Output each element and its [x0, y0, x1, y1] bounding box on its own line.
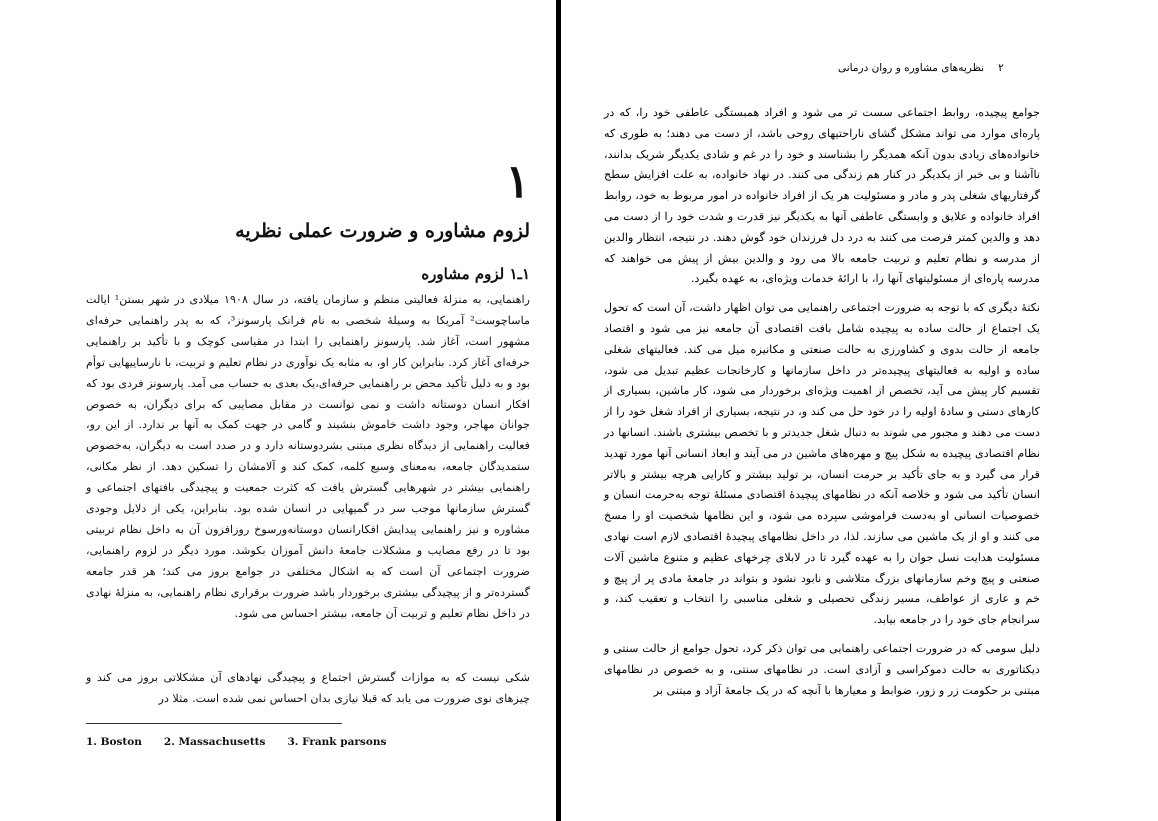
running-head	[838, 62, 1038, 74]
right-paragraph-1: جوامع پیچیده، روابط اجتماعی سست تر می شود و افراد همبستگی عاطفی خود را، که در پاره‌ای موارد می تواند مشکل گشای ناراحتیهای روحی باشد، از دست می دهند؛ به طوری که خانواده‌های زیادی بدون آنکه همدیگر را بشناسند و خود را در غم و شادی یکدیگر شریک بدانند، ناآشنا و بی خبر از یکدیگر در کنار هم زندگی می کنند. در نهاد خانواده، به علت افزایش سطح گرفتاریهای شغلی پدر و مادر و مسئولیت هر یک از افراد خانواده در امور مربوط به خود، روابط افراد خانواده و علایق و وابستگی عاطفی آنها به یکدیگر نیز قدرت و شدت خود را از دست می دهد و والدین کمتر فرصت می کنند به درد دل فرزندان خود گوش دهند. در نتیجه، انتظار والدین از مدرسه و نظام تعلیم و تربیت جامعه بالا می رود و والدین بیش از پیش می خواهند که مدرسه پاره‌ای از مسئولیتهای آنها را، با ارائهٔ خدمات ویژه‌ای، به عهده بگیرد.	[604, 106, 1040, 286]
left-body-text	[86, 290, 530, 625]
footnote-2: 2. Massachusetts	[163, 736, 266, 748]
left-paragraph-1: راهنمایی، به منزلهٔ فعالیتی منظم و سازمان یافته، در سال ۱۹۰۸ میلادی در شهر بستن¹ ایالت ماساچوست² آمریکا به وسیلهٔ شخصی به نام فرانک پارسونز³، که به پدر راهنمایی حرفه‌ای مشهور است، آغاز شد. پارسونز راهنمایی را ابتدا در مقیاسی کوچک و با تأکید بر راهنمایی حرفه‌ای آغاز کرد. بنابراین کار او، به مثابه یک نوآوری در نظام تعلیم و تربیت، با نارساییهایی توأم بود و به دلیل تأکید محض بر راهنمایی حرفه‌ای،یک بعدی به حساب می آمد. پارسونز فردی بود که افکار انسان دوستانه داشت و نمی توانست در مقابل مصایبی که برای دیگران، به خصوص جوانان مهاجر، وجود داشت خاموش بنشیند و گامی در جهت کمک به آنها بر ندارد. از این رو، فعالیت راهنمایی از دیدگاه نظری مبتنی بشردوستانه دارد و در صدد است به دیگران، به‌خصوص ستمدیدگان جامعه، به‌معنای وسیع کلمه، کمک کند و آلامشان را تسکین دهد. از نظر مکانی، راهنمایی بیشتر در شهرهایی گسترش یافت که کثرت جمعیت و پیچیدگی بافتهای اجتماعی و گسترش سازمانها موجب سر در گمیهایی در انسان شده بود. بنابراین، یکی از دلایل وجودی مشاوره و نیز راهنمایی پیدایش افکارانسان دوستانه‌ورسوخ روزافزون آن به داخل نظام تربیتی بود تا در رفع مصایب و مشکلات جامعهٔ دانش آموزان بکوشد. مورد دیگر در لزوم راهنمایی، ضرورت اجتماعی آن است که به اشکال مختلفی در جوامع بروز می کند؛ هر قدر جامعه گسترده‌تر و از پیچیدگی بیشتری برخوردار باشد ضرورت برقراری نظام راهنمایی، به منزلهٔ نهادی در داخل نظام تعلیم و تربیت آن جامعه، بیشتر احساس می شود.	[86, 293, 530, 620]
left-paragraph-2: شکی نیست که به موازات گسترش اجتماع و پیچیدگی نهادهای آن مشکلاتی بروز می کند و چیزهای نوی ضرورت می یابد که قبلا نیازی بدان احساس نمی شده است. مثلا در	[86, 671, 530, 705]
footnote-1: 1. Boston	[86, 736, 142, 748]
right-paragraph-2: نکتهٔ دیگری که با توجه به ضرورت اجتماعی راهنمایی می توان اظهار داشت، آن است که تحول یک اجتماع از حالت ساده به پیچیده شامل بافت اقتصادی آن جامعه نیز می شود و اقتصاد جامعه از حالت بدوی و کشاورزی به حالت صنعتی و مکانیزه میل می کند. فعالیتهای شغلی ساده و اولیه به فعالیتهای پیچیده‌تر در داخل سازمانها و کارخانجات عظیم تبدیل می شود، تقسیم کار پیش می آید، تخصص از اهمیت ویژه‌ای برخوردار می شود، کار ماشین، بسیاری از کارهای دستی و سادهٔ اولیه را در خود حل می کند و، در نتیجه، بسیاری از افراد شغل خود را از دست می دهند و مجبور می شوند به دنبال شغل جدیدتر و با تخصص بیشتری باشند. انسانها در نظام اقتصادی پیچیده به شکل پیچ و مهره‌های ماشین در می آیند و ابعاد انسانی آنها مورد تهدید قرار می گیرد و به جای تأکید بر حرمت انسان، بر تولید بیشتر و کارایی هرچه بیشتر و بالاتر انسان تأکید می شود و خلاصه آنکه در نظامهای پیچیدهٔ اقتصادی مسئلهٔ توجه به‌حرمت انسان و خصوصیات انسانی او به‌دست فراموشی سپرده می شود، و این نظامها شخصیت او را مسخ می کنند و او از یک ماشین می سازند. لذا، در داخل نظامهای پیچیدهٔ اقتصادی لازم است نهادی مسئولیت هدایت نسل جوان را به عهده گیرد تا در لابلای چرخهای عظیم و متنوع ماشین آلات صنعتی و پیچ وخم سازمانهای بزرگ متلاشی و نابود نشود و بتواند در جامعهٔ مادی پر از پیچ و خم و عاری از عواطف، مسیر زندگی تحصیلی و شغلی مناسبی را انتخاب و تعقیب کند، و سرانجام جای خود را در جامعه بیابد.	[604, 301, 1040, 627]
page-number: ۲	[998, 62, 1004, 74]
footnotes	[86, 736, 386, 748]
section-heading: ۱ـ۱ لزوم مشاوره	[421, 265, 530, 283]
chapter-title: لزوم مشاوره و ضرورت عملی نظریه	[235, 220, 530, 242]
chapter-number: ۱	[505, 154, 530, 208]
right-body-text	[604, 103, 1040, 701]
footnote-3: 3. Frank parsons	[287, 736, 387, 748]
footnote-divider	[86, 723, 342, 724]
right-paragraph-3: دلیل سومی که در ضرورت اجتماعی راهنمایی می توان ذکر کرد، تحول جوامع از حالت سنتی و دیکتاتوری به حالت دموکراسی و آزادی است. در نظامهای سنتی، و به خصوص در نظامهای مبتنی بر حکومت زر و زور، ضوابط و معیارها با آنچه که در یک جامعهٔ آزاد و مبتنی بر	[604, 641, 1040, 697]
running-head-title: نظریه‌های مشاوره و روان درمانی	[838, 62, 985, 74]
left-page	[0, 0, 556, 821]
left-body-text-2	[86, 668, 530, 710]
